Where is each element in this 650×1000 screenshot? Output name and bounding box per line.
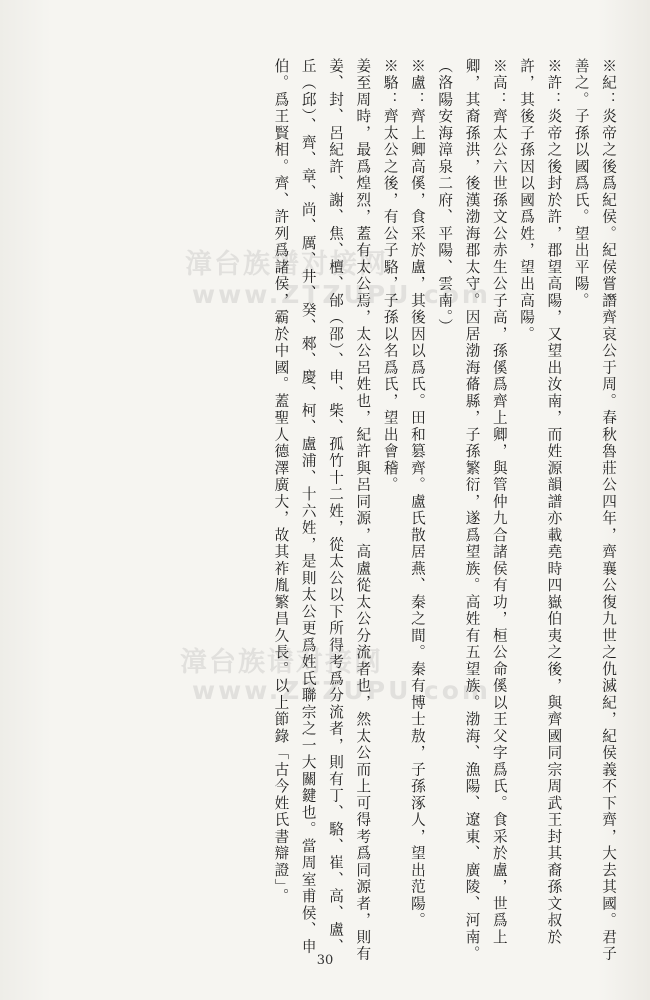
paragraph-lu-surname: ※盧：齊上卿高傒，食采於盧，其後因以爲氏。田和篡齊。盧氏散居燕、秦之間。秦有博士敖，子孫涿人，望出范陽。 [408, 58, 426, 929]
watermark-url: www.ZTZUPU.com [192, 280, 491, 309]
paragraph-ji-surname: ※紀：炎帝之後爲紀侯。紀侯嘗譖齊哀公于周。春秋魯莊公四年，齊襄公復九世之仇滅紀，紀侯義不下齊，大去其國。君子善之。子孫以國爲氏。望出平陽。 [572, 58, 617, 963]
watermark-text: 漳台族谱对接网 [180, 647, 383, 678]
page-number: 30 [316, 953, 334, 968]
watermark-url: www.ZTZUPU.com [192, 676, 491, 705]
paragraph-gao-surname: ※高：齊太公六世孫文公赤生公子高，孫傒爲齊上卿，與管仲九合諸侯有功，桓公命傒以王父字爲氏。食采於盧，世爲上卿，其裔孫洪，後漢渤海郡太守。因居渤海蓨縣，子孫繁衍，遂爲望族。高姓有五望族。渤海、漁陽、遼東、廣陵、河南。（洛陽安海漳泉二府、平陽、雲南。） [436, 58, 508, 963]
paragraph-summary: 姜至周時，最爲煌烈，蓋有太公焉，太公呂姓也，紀許與呂同源，高盧從太公分流者也，然太公而上可得考爲同源者，則有姜、封、呂紀許、謝、焦、檀、邰（邵）、申、柴、孤竹十二姓，從太公以下所得考爲分流者，則有丁、駱、崔、高、盧、丘（邱）、齊、章、尚、厲、井、癸、郲、慶、柯、盧浦、十六姓，是則太公更爲姓氏聯宗之一大關鍵也。當周室甫侯、申伯。爲王賢相。齊、許列爲諸侯，霸於中國。蓋聖人德澤廣大，故其祚胤繁昌久長。以上節錄「古今姓氏書辯證」。 [272, 58, 372, 963]
paragraph-xu-surname: ※許：炎帝之後封於許，郡望高陽，又望出汝南，而姓源韻譜亦載堯時四嶽伯夷之後，與齊國同宗周武王封其裔孫文叔於許，其後子孫因以國爲姓，望出高陽。 [518, 58, 563, 946]
watermark-text: 漳台族谱对接网 [185, 249, 388, 280]
paragraph-luo-surname: ※駱：齊太公之後，有公子駱，子孫以名爲氏，望出會稽。 [381, 58, 399, 494]
vertical-text-body [22, 58, 622, 968]
